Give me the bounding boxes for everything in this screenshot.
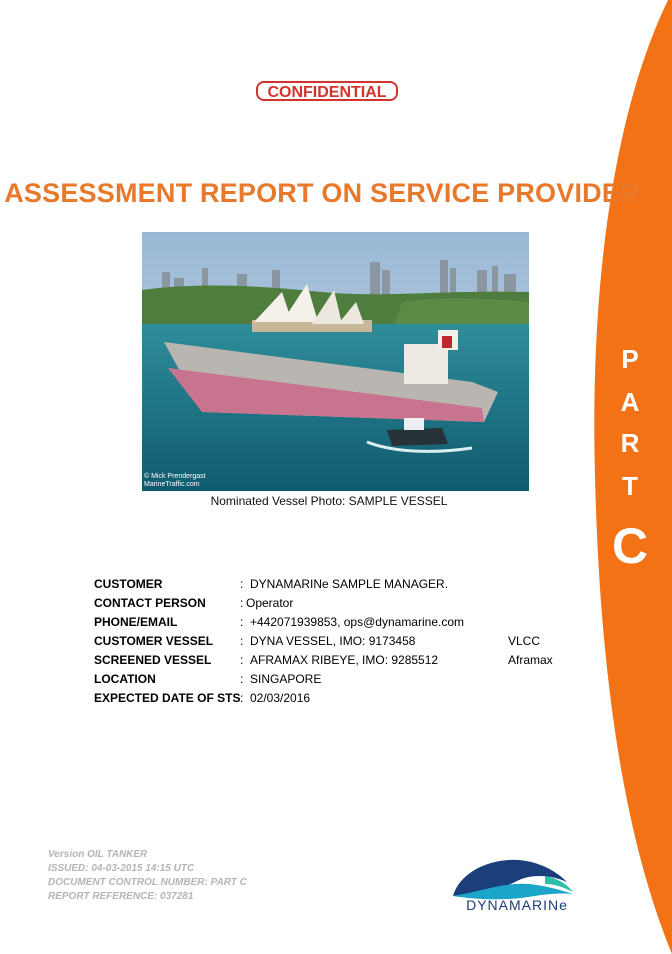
photo-credit: [144, 473, 206, 489]
info-colon: :: [240, 596, 244, 610]
vessel-type: VLCC: [508, 634, 541, 648]
info-colon: :: [240, 577, 244, 591]
part-letter-r: R: [620, 428, 640, 458]
info-value: +442071939853, ops@dynamarine.com: [250, 615, 464, 629]
part-letter-a: A: [620, 387, 640, 417]
vessel-type: Aframax: [508, 653, 553, 667]
info-label: CUSTOMER: [94, 577, 163, 591]
info-label: CONTACT PERSON: [94, 596, 206, 610]
info-label: LOCATION: [94, 672, 156, 686]
info-value: Operator: [246, 596, 294, 610]
footer-doc-control: DOCUMENT CONTROL NUMBER: PART C: [48, 877, 247, 888]
info-colon: :: [240, 672, 244, 686]
info-value: DYNAMARINe SAMPLE MANAGER.: [250, 577, 449, 591]
info-value: SINGAPORE: [250, 672, 322, 686]
info-colon: :: [240, 634, 244, 648]
info-label: CUSTOMER VESSEL: [94, 634, 214, 648]
info-value: DYNA VESSEL, IMO: 9173458: [250, 634, 416, 648]
info-value: AFRAMAX RIBEYE, IMO: 9285512: [250, 653, 439, 667]
info-label: PHONE/EMAIL: [94, 615, 178, 629]
part-letter-c: C: [611, 518, 649, 574]
info-value: 02/03/2016: [250, 691, 311, 705]
vessel-photo-illustration: [142, 232, 529, 491]
info-colon: :: [240, 691, 244, 705]
footer-report-ref: REPORT REFERENCE: 037281: [48, 891, 194, 902]
info-label: SCREENED VESSEL: [94, 653, 212, 667]
photo-caption: Nominated Vessel Photo: SAMPLE VESSEL: [210, 494, 448, 508]
info-colon: :: [240, 653, 244, 667]
page-title: ASSESSMENT REPORT ON SERVICE PROVIDER: [4, 178, 640, 208]
info-colon: :: [240, 615, 244, 629]
confidential-stamp: CONFIDENTIAL: [256, 81, 398, 101]
vessel-photo: [142, 232, 529, 491]
footer-issued: ISSUED: 04-03-2015 14:15 UTC: [48, 863, 195, 874]
photo-credit-line: © Mick Prendergast: [144, 473, 206, 480]
part-letter-p: P: [621, 344, 639, 374]
dynamarine-logo-text: DYNAMARINe: [466, 897, 568, 913]
photo-credit-line: MarineTraffic.com: [144, 481, 200, 488]
part-letter-t: T: [622, 471, 638, 501]
info-label: EXPECTED DATE OF STS: [94, 691, 241, 705]
document-footer: [48, 848, 247, 904]
footer-version: Version OIL TANKER: [48, 849, 148, 860]
